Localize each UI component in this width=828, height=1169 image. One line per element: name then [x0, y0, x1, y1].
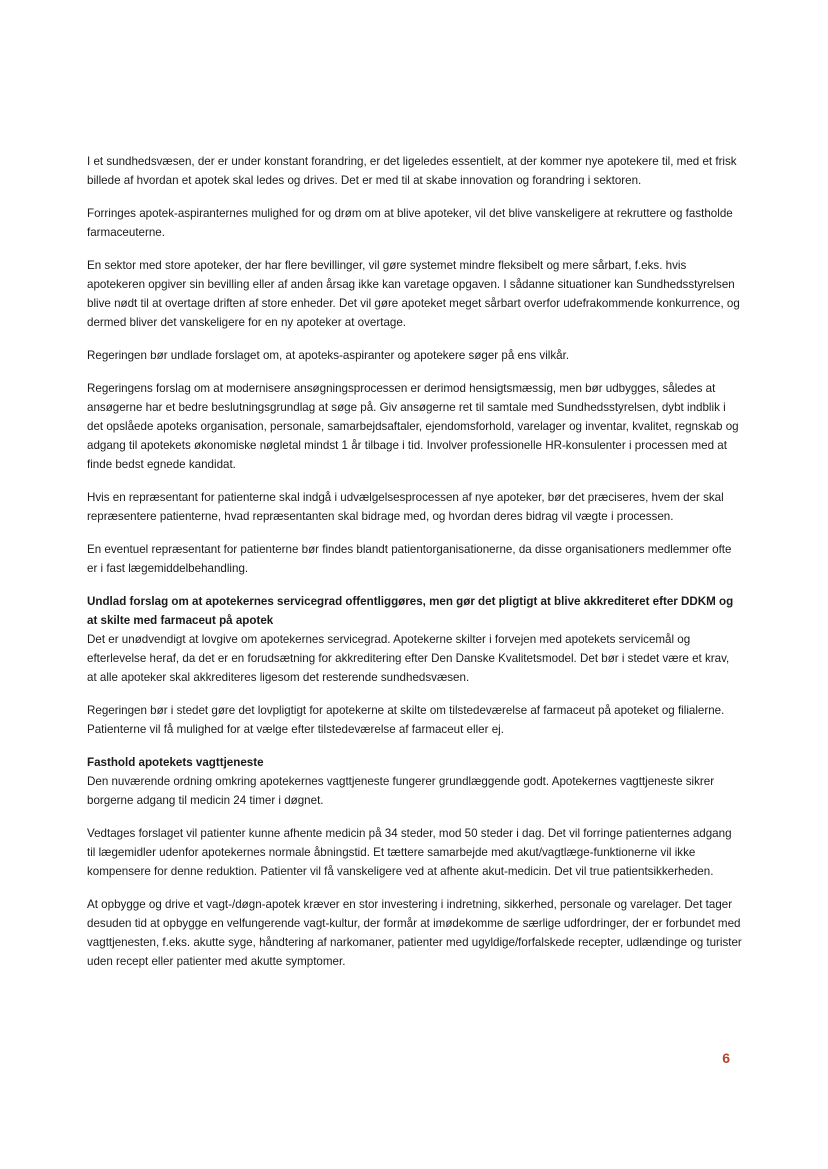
paragraph: En eventuel repræsentant for patienterne bør findes blandt patientorganisationerne, da disse organisationers medlemmer ofte er i fast lægemiddelbehandling.: [87, 543, 732, 575]
paragraph: Regeringen bør i stedet gøre det lovpligtigt for apotekerne at skilte om tilstedeværelse af farmaceut på apoteket og filialerne. Patienterne vil få mulighed for at vælge efter tilstedeværelse af farmaceut eller ej.: [87, 704, 725, 736]
document-body: [87, 152, 742, 985]
section-heading: Undlad forslag om at apotekernes servicegrad offentliggøres, men gør det pligtigt at blive akkrediteret efter DDKM og at skilte med farmaceut på apotek: [87, 595, 734, 627]
paragraph: Forringes apotek-aspiranternes mulighed for og drøm om at blive apoteker, vil det blive vanskeligere at rekruttere og fastholde farmaceuterne.: [87, 207, 733, 239]
paragraph: Regeringens forslag om at modernisere ansøgningsprocessen er derimod hensigtsmæssig, men bør udbygges, således at ansøgerne har et bedre beslutningsgrundlag at søge på. Giv ansøgerne ret til samtale med Sundhedsstyrelsen, dybt indblik i det opslåede apoteks organisation, personale, samarbejdsaftaler, ejendomsforhold, varelager og inventar, kvalitet, regnskab og adgang til apotekets økonomiske nøgletal mindst 1 år tilbage i tid. Involver professionelle HR-konsulenter i processen med at finde bedst egnede kandidat.: [87, 382, 739, 471]
paragraph: At opbygge og drive et vagt-/døgn-apotek kræver en stor investering i indretning, sikkerhed, personale og varelager. Det tager desuden tid at opbygge en velfungerende vagt-kultur, der formår at imødekomme de særlige udfordringer, der er forbundet med vagttjenesten, f.eks. akutte syge, håndtering af narkomaner, patienter med ugyldige/forfalskede recepter, udlændinge og turister uden recept eller patienter med akutte symptomer.: [87, 898, 742, 968]
section-body: Den nuværende ordning omkring apotekernes vagttjeneste fungerer grundlæggende godt. Apotekernes vagttjeneste sikrer borgerne adgang til medicin 24 timer i døgnet.: [87, 775, 715, 807]
paragraph: En sektor med store apoteker, der har flere bevillinger, vil gøre systemet mindre fleksibelt og mere sårbart, f.eks. hvis apotekeren opgiver sin bevilling eller af anden årsag ikke kan varetage opgaven. I sådanne situationer kan Sundhedsstyrelsen blive nødt til at overtage driften af store enheder. Det vil gøre apoteket meget sårbart overfor udefrakommende konkurrence, og dermed bliver det vanskeligere for en ny apoteker at overtage.: [87, 259, 740, 329]
section-vagttjeneste: [87, 753, 742, 810]
page-number: 6: [722, 1050, 730, 1066]
paragraph: Regeringen bør undlade forslaget om, at apoteks-aspiranter og apotekere søger på ens vilkår.: [87, 349, 570, 362]
paragraph: Hvis en repræsentant for patienterne skal indgå i udvælgelsesprocessen af nye apoteker, bør det præciseres, hvem der skal repræsentere patienterne, hvad repræsentanten skal bidrage med, og hvordan deres bidrag vil vægte i processen.: [87, 491, 724, 523]
section-servicegrad: [87, 592, 742, 687]
section-body: Det er unødvendigt at lovgive om apotekernes servicegrad. Apotekerne skilter i forvejen med apotekets servicemål og efterlevelse heraf, da det er en forudsætning for akkreditering efter Den Danske Kvalitetsmodel. Det bør i stedet være et krav, at alle apoteker skal akkrediteres ligesom det resterende sundhedsvæsen.: [87, 633, 730, 684]
paragraph: I et sundhedsvæsen, der er under konstant forandring, er det ligeledes essentielt, at der kommer nye apotekere til, med et frisk billede af hvordan et apotek skal ledes og drives. Det er med til at skabe innovation og forandring i sektoren.: [87, 155, 737, 187]
section-heading: Fasthold apotekets vagttjeneste: [87, 756, 264, 769]
paragraph: Vedtages forslaget vil patienter kunne afhente medicin på 34 steder, mod 50 steder i dag. Det vil forringe patienternes adgang til lægemidler udenfor apotekernes normale åbningstid. Et tættere samarbejde med akut/vagtlæge-funktionerne vil ikke kompensere for denne reduktion. Patienter vil få vanskeligere ved at afhente akut-medicin. Det vil true patientsikkerheden.: [87, 827, 732, 878]
